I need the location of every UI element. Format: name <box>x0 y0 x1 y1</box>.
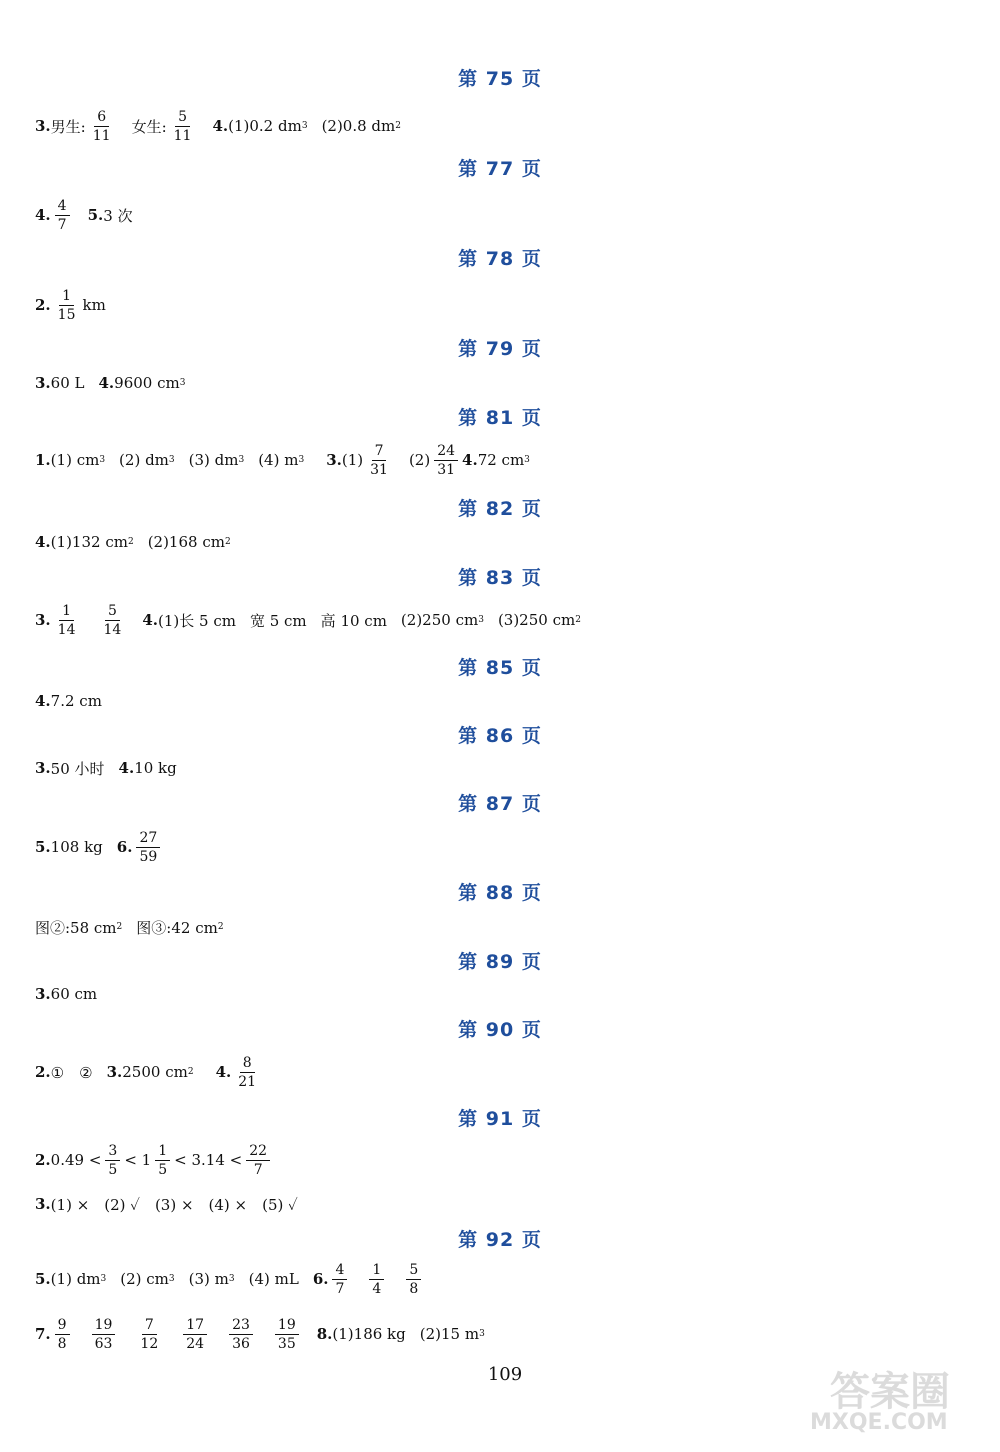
answer-text: 108 kg <box>50 838 103 856</box>
answer-text: (4) m <box>258 451 299 469</box>
fraction: $\frac{4}{7}$ <box>55 199 70 232</box>
answer-text: (2)0.8 dm <box>321 117 396 135</box>
q-number: 7. <box>35 1325 51 1343</box>
answer-line-p89 <box>35 972 97 1016</box>
section-header-p90: 第 90 页 <box>458 1019 542 1041</box>
answer-text: (1) × (2) ✓ (3) × (4) × (5) ✓ <box>50 1195 298 1214</box>
answer-text: 图③:42 cm <box>136 918 218 937</box>
fraction: $\frac{4}{7}$ <box>332 1263 347 1296</box>
fraction: $\frac{5}{8}$ <box>406 1263 421 1296</box>
q-number: 2. <box>35 1063 51 1081</box>
answer-line-p79: 3. 60 L 4. 9600 cm 3 <box>35 374 186 392</box>
answer-line-p83: 3. $\frac{1}{14}$ $\frac{5}{14}$ 4. (1)长 5 cm 宽 5 cm 高 10 cm (2)250 cm 3 (3)250 cm 2 <box>35 602 581 638</box>
answer-text: 7.2 cm <box>50 692 102 710</box>
answer-line-p78 <box>35 283 106 327</box>
answer-text: (2) dm <box>119 451 169 469</box>
fraction: $\frac{22}{7}$ <box>246 1144 270 1177</box>
answer-text: 9600 cm <box>114 374 180 392</box>
section-header-p83: 第 83 页 <box>458 567 542 589</box>
q-number: 6. <box>312 1270 329 1288</box>
answer-line-p81: 1. (1) cm 3 (2) dm 3 (3) dm 3 (4) m 3 3. (1) $\frac{7}{31}$ (2) $\frac{24}{31}$ 4. 72 cm 3 <box>35 442 530 478</box>
answer-line-p88: 图②:58 cm 2 图③:42 cm 2 <box>35 918 224 937</box>
answer-text: < 1 <box>124 1151 152 1169</box>
answer-text: 10 kg <box>134 759 177 777</box>
q-number: 3. <box>326 451 342 469</box>
answer-line-p85 <box>35 679 102 723</box>
section-header-p78: 第 78 页 <box>458 248 542 270</box>
q-number: 4. <box>35 692 51 710</box>
answer-text: (4) mL <box>248 1270 299 1288</box>
fraction: $\frac{17}{24}$ <box>183 1318 207 1351</box>
q-number: 5. <box>35 1270 51 1288</box>
answer-text: 宽 5 cm <box>249 611 307 630</box>
q-number: 6. <box>116 838 133 856</box>
fraction: $\frac{23}{36}$ <box>229 1318 253 1351</box>
answer-text: (2)15 m <box>419 1325 480 1343</box>
fraction: $\frac{1}{4}$ <box>369 1263 384 1296</box>
q-number: 3. <box>35 759 51 777</box>
watermark-logo <box>802 1356 992 1446</box>
section-header-p91: 第 91 页 <box>458 1108 542 1130</box>
q-number: 4. <box>35 533 51 551</box>
watermark-top-text: 答案圈 <box>830 1369 950 1415</box>
q-number: 4. <box>142 611 158 629</box>
watermark-bottom-text: MXQE.COM <box>810 1410 948 1435</box>
q-number: 8. <box>316 1325 333 1343</box>
fraction: $\frac{5}{11}$ <box>173 108 192 144</box>
section-header-p81: 第 81 页 <box>458 407 542 429</box>
section-header-p79: 第 79 页 <box>458 338 542 360</box>
section-header-p88: 第 88 页 <box>458 882 542 904</box>
answer-text: ① ② <box>50 1063 93 1082</box>
q-number: 3. <box>35 117 51 135</box>
fraction: $\frac{27}{59}$ <box>136 831 160 864</box>
answer-text: 男生: <box>50 117 86 136</box>
answer-line-p92-b: 7. $\frac{9}{8}$ $\frac{19}{63}$ $\frac{7}{12}$ $\frac{17}{24}$ $\frac{23}{36}$ $\frac{19}{35}$ 8. (1)186 kg (2)15 m 3 <box>35 1316 485 1352</box>
page-number: 109 <box>487 1364 523 1385</box>
fraction: $\frac{6}{11}$ <box>92 108 111 144</box>
section-header-p75: 第 75 页 <box>458 68 542 90</box>
q-number: 2. <box>35 296 51 314</box>
answer-text: (3)250 cm <box>497 611 576 629</box>
q-number: 4. <box>98 374 115 392</box>
answer-text: (1)132 cm <box>50 533 128 551</box>
fraction: $\frac{1}{5}$ <box>155 1144 170 1177</box>
answer-text: (3) m <box>188 1270 229 1288</box>
fraction: $\frac{9}{8}$ <box>55 1318 70 1351</box>
answer-text: 图②:58 cm <box>35 918 117 937</box>
q-number: 3. <box>106 1063 123 1081</box>
section-header-p82: 第 82 页 <box>458 498 542 520</box>
section-header-p86: 第 86 页 <box>458 725 542 747</box>
answer-text: (1)0.2 dm <box>228 117 302 135</box>
answer-text: km <box>82 296 106 314</box>
answer-line-p91-a <box>35 1138 274 1182</box>
fraction: $\frac{1}{14}$ <box>57 602 76 638</box>
q-number: 3. <box>35 1195 51 1213</box>
q-number: 1. <box>35 451 51 469</box>
answer-line-p91-b <box>35 1182 298 1226</box>
answer-text: 高 10 cm <box>320 611 387 630</box>
answer-text: (2) <box>408 451 431 469</box>
answer-text: 60 cm <box>50 985 98 1003</box>
q-number: 4. <box>212 117 229 135</box>
answer-text: 0.49 < <box>50 1151 102 1169</box>
q-number: 4. <box>462 451 478 469</box>
answer-text: < 3.14 < <box>174 1151 243 1169</box>
answer-text: (1)186 kg <box>332 1325 406 1343</box>
q-number: 2. <box>35 1151 51 1169</box>
fraction: $\frac{7}{12}$ <box>140 1316 159 1352</box>
answer-line-p87 <box>35 825 164 869</box>
answer-text: (2)250 cm <box>400 611 479 629</box>
q-number: 4. <box>215 1063 232 1081</box>
answer-text: (1) cm <box>50 451 100 469</box>
answer-text: (3) dm <box>188 451 239 469</box>
answer-line-p82: 4. (1)132 cm 2 (2)168 cm 2 <box>35 533 231 551</box>
fraction: $\frac{5}{14}$ <box>103 602 122 638</box>
q-number: 3. <box>35 611 51 629</box>
answer-text: 50 小时 <box>50 759 105 778</box>
answer-text: (1)长 5 cm <box>158 611 236 630</box>
fraction: $\frac{24}{31}$ <box>434 444 458 477</box>
answer-line-p77 <box>35 193 133 237</box>
answer-text: (1) dm <box>50 1270 101 1288</box>
q-number: 3. <box>35 985 51 1003</box>
answer-line-p92-a: 5. (1) dm 3 (2) cm 3 (3) m 3 (4) mL 6. $\frac{4}{7}$ $\frac{1}{4}$ $\frac{5}{8}$ <box>35 1257 425 1301</box>
answer-text: (1) <box>341 451 364 469</box>
fraction: $\frac{8}{21}$ <box>238 1054 257 1090</box>
fraction: $\frac{1}{15}$ <box>57 287 76 323</box>
q-number: 5. <box>35 838 51 856</box>
answer-text: 2500 cm <box>122 1063 188 1081</box>
fraction: $\frac{7}{31}$ <box>370 442 388 478</box>
section-header-p85: 第 85 页 <box>458 657 542 679</box>
q-number: 3. <box>35 374 51 392</box>
section-header-p92: 第 92 页 <box>458 1229 542 1251</box>
answer-line-p90: 2. ① ② 3. 2500 cm 2 4. $\frac{8}{21}$ <box>35 1050 263 1094</box>
fraction: $\frac{19}{63}$ <box>92 1318 116 1351</box>
q-number: 5. <box>87 206 104 224</box>
answer-text: 60 L <box>50 374 85 392</box>
section-header-p89: 第 89 页 <box>458 951 542 973</box>
section-header-p77: 第 77 页 <box>458 158 542 180</box>
answer-text: (2)168 cm <box>147 533 225 551</box>
answer-text: 72 cm <box>477 451 525 469</box>
q-number: 4. <box>118 759 135 777</box>
q-number: 4. <box>35 206 51 224</box>
answer-text: (2) cm <box>120 1270 169 1288</box>
answer-line-p86 <box>35 746 177 790</box>
answer-line-p75: 3. 男生: $\frac{6}{11}$ 女生: $\frac{5}{11}$ 4. (1)0.2 dm 3 (2)0.8 dm 2 <box>35 108 401 144</box>
fraction: $\frac{3}{5}$ <box>105 1144 120 1177</box>
answer-text: 3 次 <box>103 206 133 225</box>
answer-text: 女生: <box>131 117 167 136</box>
fraction: $\frac{19}{35}$ <box>275 1318 299 1351</box>
section-header-p87: 第 87 页 <box>458 793 542 815</box>
